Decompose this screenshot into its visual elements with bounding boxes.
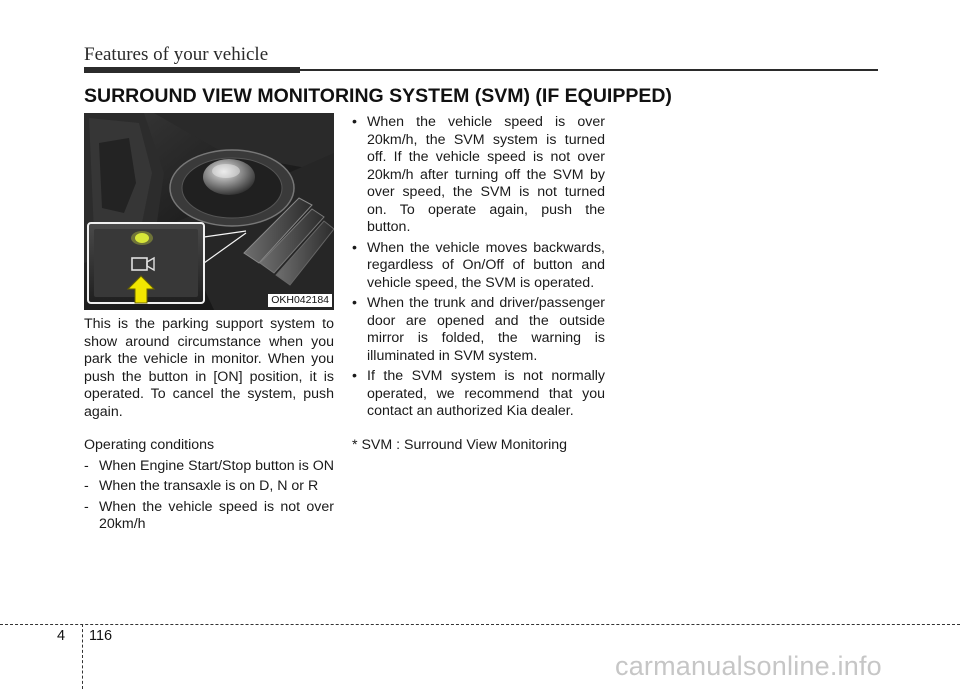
list-item (352, 114, 605, 237)
list-item-text: When the vehicle speed is not over 20km/h (99, 498, 334, 532)
dash-marker: - (84, 478, 89, 494)
footnote: * SVM : Surround View Monitoring (352, 436, 568, 453)
list-item-text: When the trunk and driver/passenger door are opened and the outside mirror is folded, the warning is illuminated in SVM system. (367, 295, 605, 364)
list-item-text: When the vehicle moves backwards, regardless of On/Off of button and vehicle speed, the SVM is operated. (367, 239, 605, 291)
bullet-marker: • (352, 114, 357, 130)
footer-divider (82, 624, 83, 689)
footer-rule (0, 624, 960, 625)
section-title: SURROUND VIEW MONITORING SYSTEM (SVM) (IF EQUIPPED) (84, 85, 672, 107)
page-number: 116 (89, 628, 113, 644)
header-rule-thick (84, 67, 300, 73)
header-rule-thin (300, 69, 878, 71)
list-item (84, 458, 334, 476)
list-item-text: If the SVM system is not normally operated, we recommend that you contact an authorized Kia dealer. (367, 368, 605, 419)
list-item (352, 295, 605, 365)
watermark: carmanualsonline.info (615, 651, 882, 681)
bullet-marker: • (352, 239, 357, 256)
chapter-number: 4 (57, 628, 66, 644)
figure-code: OKH042184 (268, 294, 332, 307)
left-column (84, 316, 334, 537)
conditions-heading: Operating conditions (84, 437, 215, 453)
bullet-marker: • (352, 368, 357, 384)
center-console-illustration (84, 113, 334, 310)
intro-paragraph: This is the parking support system to show around circumstance when you park the vehicle in monitor. When you push the button in [ON] position, it is operated. To cancel the system, push again. (84, 316, 334, 420)
right-column (352, 114, 605, 468)
conditions-list (84, 458, 334, 534)
list-item-text: When Engine Start/Stop button is ON (99, 457, 335, 474)
list-item (84, 478, 334, 496)
list-item-text: When the vehicle speed is over 20km/h, the SVM system is turned off. If the vehicle speed is not over 20km/h after turning off the SVM by over speed, the SVM is not turned on. To operate again, push the button. (367, 114, 605, 235)
dash-marker: - (84, 498, 89, 515)
list-item (352, 240, 605, 293)
list-item (352, 368, 605, 421)
dash-marker: - (84, 457, 89, 474)
header-title: Features of your vehicle (84, 44, 269, 65)
svm-button-figure (84, 113, 334, 310)
bullet-list (352, 114, 605, 421)
list-item (84, 499, 334, 534)
list-item-text: When the transaxle is on D, N or R (99, 478, 319, 494)
bullet-marker: • (352, 295, 357, 311)
